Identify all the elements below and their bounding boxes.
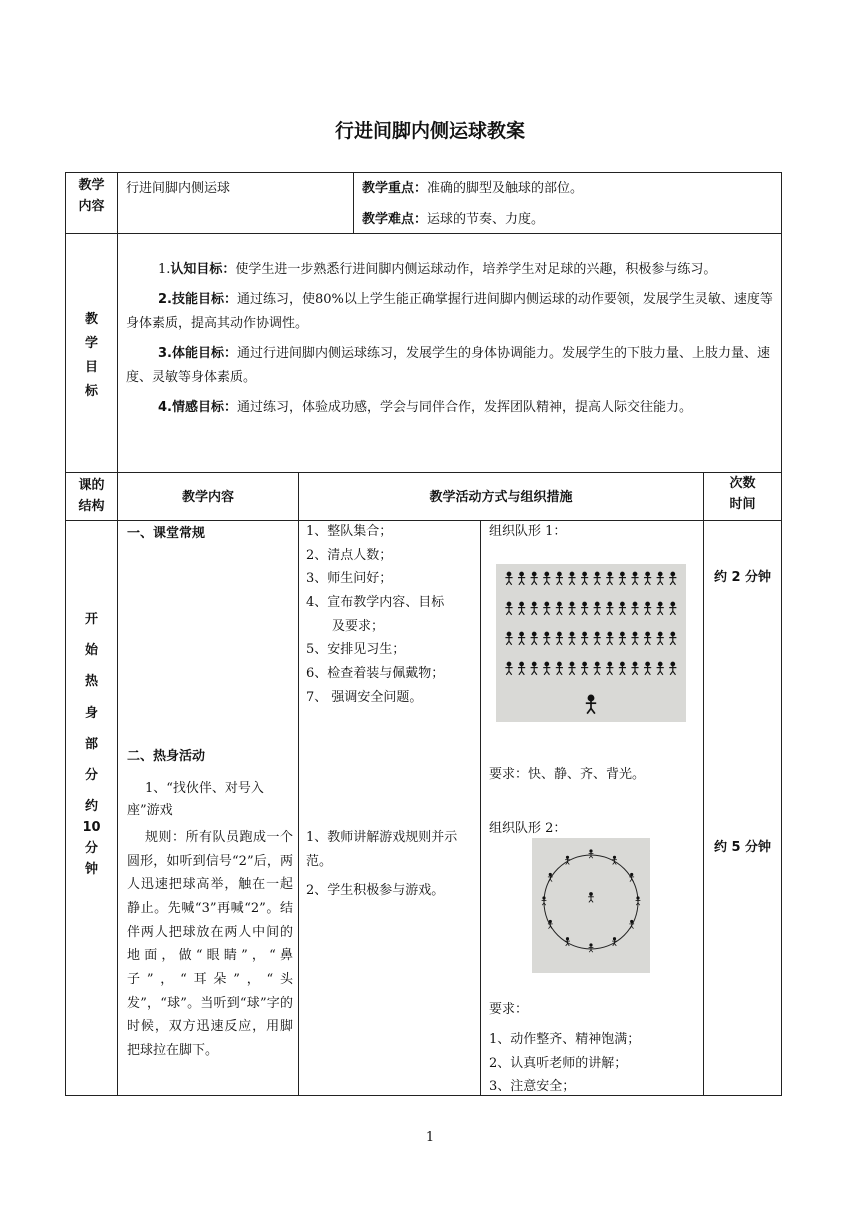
teaching-difficulty [362, 211, 777, 229]
student-figure-icon [518, 632, 525, 645]
teacher-figure-icon [588, 893, 594, 903]
student-figure-icon [644, 572, 651, 585]
student-figure-icon [629, 873, 634, 881]
student-figure-icon [657, 662, 664, 675]
student-figure-icon [669, 662, 676, 675]
student-figure-icon [631, 662, 638, 675]
student-figure-icon [531, 602, 538, 615]
difficulty-label: 教学难点： [362, 212, 428, 227]
student-figure-icon [657, 632, 664, 645]
student-figure-icon [531, 632, 538, 645]
difficulty-text: 运球的节奏、力度。 [427, 212, 545, 227]
student-figure-icon [669, 602, 676, 615]
student-figure-icon [543, 632, 550, 645]
student-figure-icon [518, 572, 525, 585]
student-figure-icon [644, 662, 651, 675]
focus-label: 教学重点： [362, 181, 428, 196]
student-figure-icon [581, 632, 588, 645]
student-figure-icon [581, 572, 588, 585]
teaching-focus [362, 180, 777, 198]
goals-list [126, 258, 774, 420]
header-activities: 教学活动方式与组织措施 [429, 490, 573, 505]
student-figure-icon [619, 662, 626, 675]
focus-text: 准确的脚型及触球的部位。 [427, 181, 584, 196]
warmup-title: 二、热身活动 [127, 749, 206, 764]
student-figure-icon [644, 602, 651, 615]
student-figure-icon [619, 572, 626, 585]
student-figure-icon [594, 632, 601, 645]
student-figure-icon [556, 572, 563, 585]
student-figure-icon [518, 662, 525, 675]
student-figure-icon [594, 602, 601, 615]
formation1-label: 组织队形 1： [489, 524, 567, 539]
page-title: 行进间脚内侧运球教案 [334, 120, 525, 142]
student-figure-icon [543, 572, 550, 585]
student-figure-icon [568, 572, 575, 585]
formation2-req-title: 要求： [489, 1002, 529, 1017]
game-title: 1、“找伙伴、对号入座”游戏 [127, 781, 264, 819]
formation1-photo [496, 564, 686, 722]
lesson-content: 行进间脚内侧运球 [126, 181, 231, 196]
student-figure-icon [568, 632, 575, 645]
header-structure: 课的结构 [78, 478, 105, 514]
student-figure-icon [631, 572, 638, 585]
student-figure-icon [581, 602, 588, 615]
student-figure-icon [505, 632, 512, 645]
student-figure-icon [518, 602, 525, 615]
student-figure-icon [606, 572, 613, 585]
routine-steps: 1、整队集合； 2、清点人数； 3、师生问好； 4、宣布教学内容、目标 及要求； 5、安排见习生； 6、检查着装与佩戴物； 7、 强调安全问题。 [306, 524, 445, 705]
goal-emotion: 4.情感目标：通过练习，体验成功感，学会与同伴合作，发挥团队精神，提高人际交往能力。 [158, 400, 693, 416]
student-figure-icon [619, 602, 626, 615]
student-figure-icon [531, 662, 538, 675]
goal-fitness: 3.体能目标：通过行进间脚内侧运球练习，发展学生的身体协调能力。发展学生的下肢力量、上肢力量、速度、灵敏等身体素质。 [126, 346, 771, 386]
section-label: 开 始 热 身 部 分 约 10 分 钟 [82, 612, 101, 877]
student-figure-icon [568, 662, 575, 675]
routine-title: 一、课堂常规 [127, 526, 206, 541]
student-figure-icon [543, 662, 550, 675]
header-content: 教学内容 [181, 490, 234, 505]
time-routine: 约 2 分钟 [713, 570, 772, 585]
circle-path-icon [544, 855, 638, 949]
goal-skill: 2.技能目标：通过练习，使80%以上学生能正确掌握行进间脚内侧运球的动作要领，发展学生灵敏、速度等身体素质，提高其动作协调性。 [126, 292, 773, 332]
student-figure-icon [606, 602, 613, 615]
time-warmup: 约 5 分钟 [713, 840, 772, 855]
student-figure-icon [556, 662, 563, 675]
student-figure-icon [657, 572, 664, 585]
student-figure-icon [606, 662, 613, 675]
student-figure-icon [594, 572, 601, 585]
formation2-requirements: 1、动作整齐、精神饱满； 2、认真听老师的讲解； 3、注意安全； [489, 1032, 641, 1095]
student-figure-icon [657, 602, 664, 615]
student-figure-icon [631, 602, 638, 615]
content-label: 教学内容 [78, 178, 105, 214]
student-figure-icon [644, 632, 651, 645]
game-steps: 1、教师讲解游戏规则并示范。 2、学生积极参与游戏。 [306, 830, 458, 899]
formation2-label: 组织队形 2： [489, 821, 567, 836]
student-figure-icon [669, 632, 676, 645]
formation1-requirement: 要求：快、静、齐、背光。 [489, 767, 646, 782]
goal-cognitive: 1.认知目标：使学生进一步熟悉行进间脚内侧运球动作，培养学生对足球的兴趣，积极参与练习。 [158, 262, 717, 277]
formation2-diagram [532, 838, 650, 973]
student-figure-icon [631, 632, 638, 645]
student-figure-icon [568, 602, 575, 615]
goals-label: 教 学 目 标 [84, 312, 98, 400]
teacher-figure-icon [586, 695, 596, 713]
page-number: 1 [425, 1130, 435, 1145]
student-figure-icon [543, 602, 550, 615]
student-figure-icon [531, 572, 538, 585]
student-figure-icon [548, 873, 553, 881]
student-figure-icon [581, 662, 588, 675]
student-figure-icon [556, 602, 563, 615]
student-figure-icon [505, 662, 512, 675]
game-rules: 规则：所有队员跑成一个圆形，如听到信号“2”后，两人迅速把球高举，触在一起静止。先喊“3”再喊“2”。结伴两人把球放在两人中间的地面，做“眼睛”，“鼻子”，“耳朵”，“头发”，“球”。当听到“球”字的时候，双方迅速反应，用脚把球拉在脚下。 [127, 830, 293, 1058]
formation2-photo [532, 838, 650, 973]
formation1-diagram [496, 564, 686, 722]
student-figure-icon [505, 602, 512, 615]
student-figure-icon [589, 850, 594, 858]
student-figure-icon [594, 662, 601, 675]
header-time: 次数 时间 [729, 476, 756, 512]
student-figure-icon [619, 632, 626, 645]
student-figure-icon [505, 572, 512, 585]
content-label-cell [66, 176, 117, 218]
student-figure-icon [589, 944, 594, 952]
student-figure-icon [669, 572, 676, 585]
student-figure-icon [606, 632, 613, 645]
student-figure-icon [556, 632, 563, 645]
